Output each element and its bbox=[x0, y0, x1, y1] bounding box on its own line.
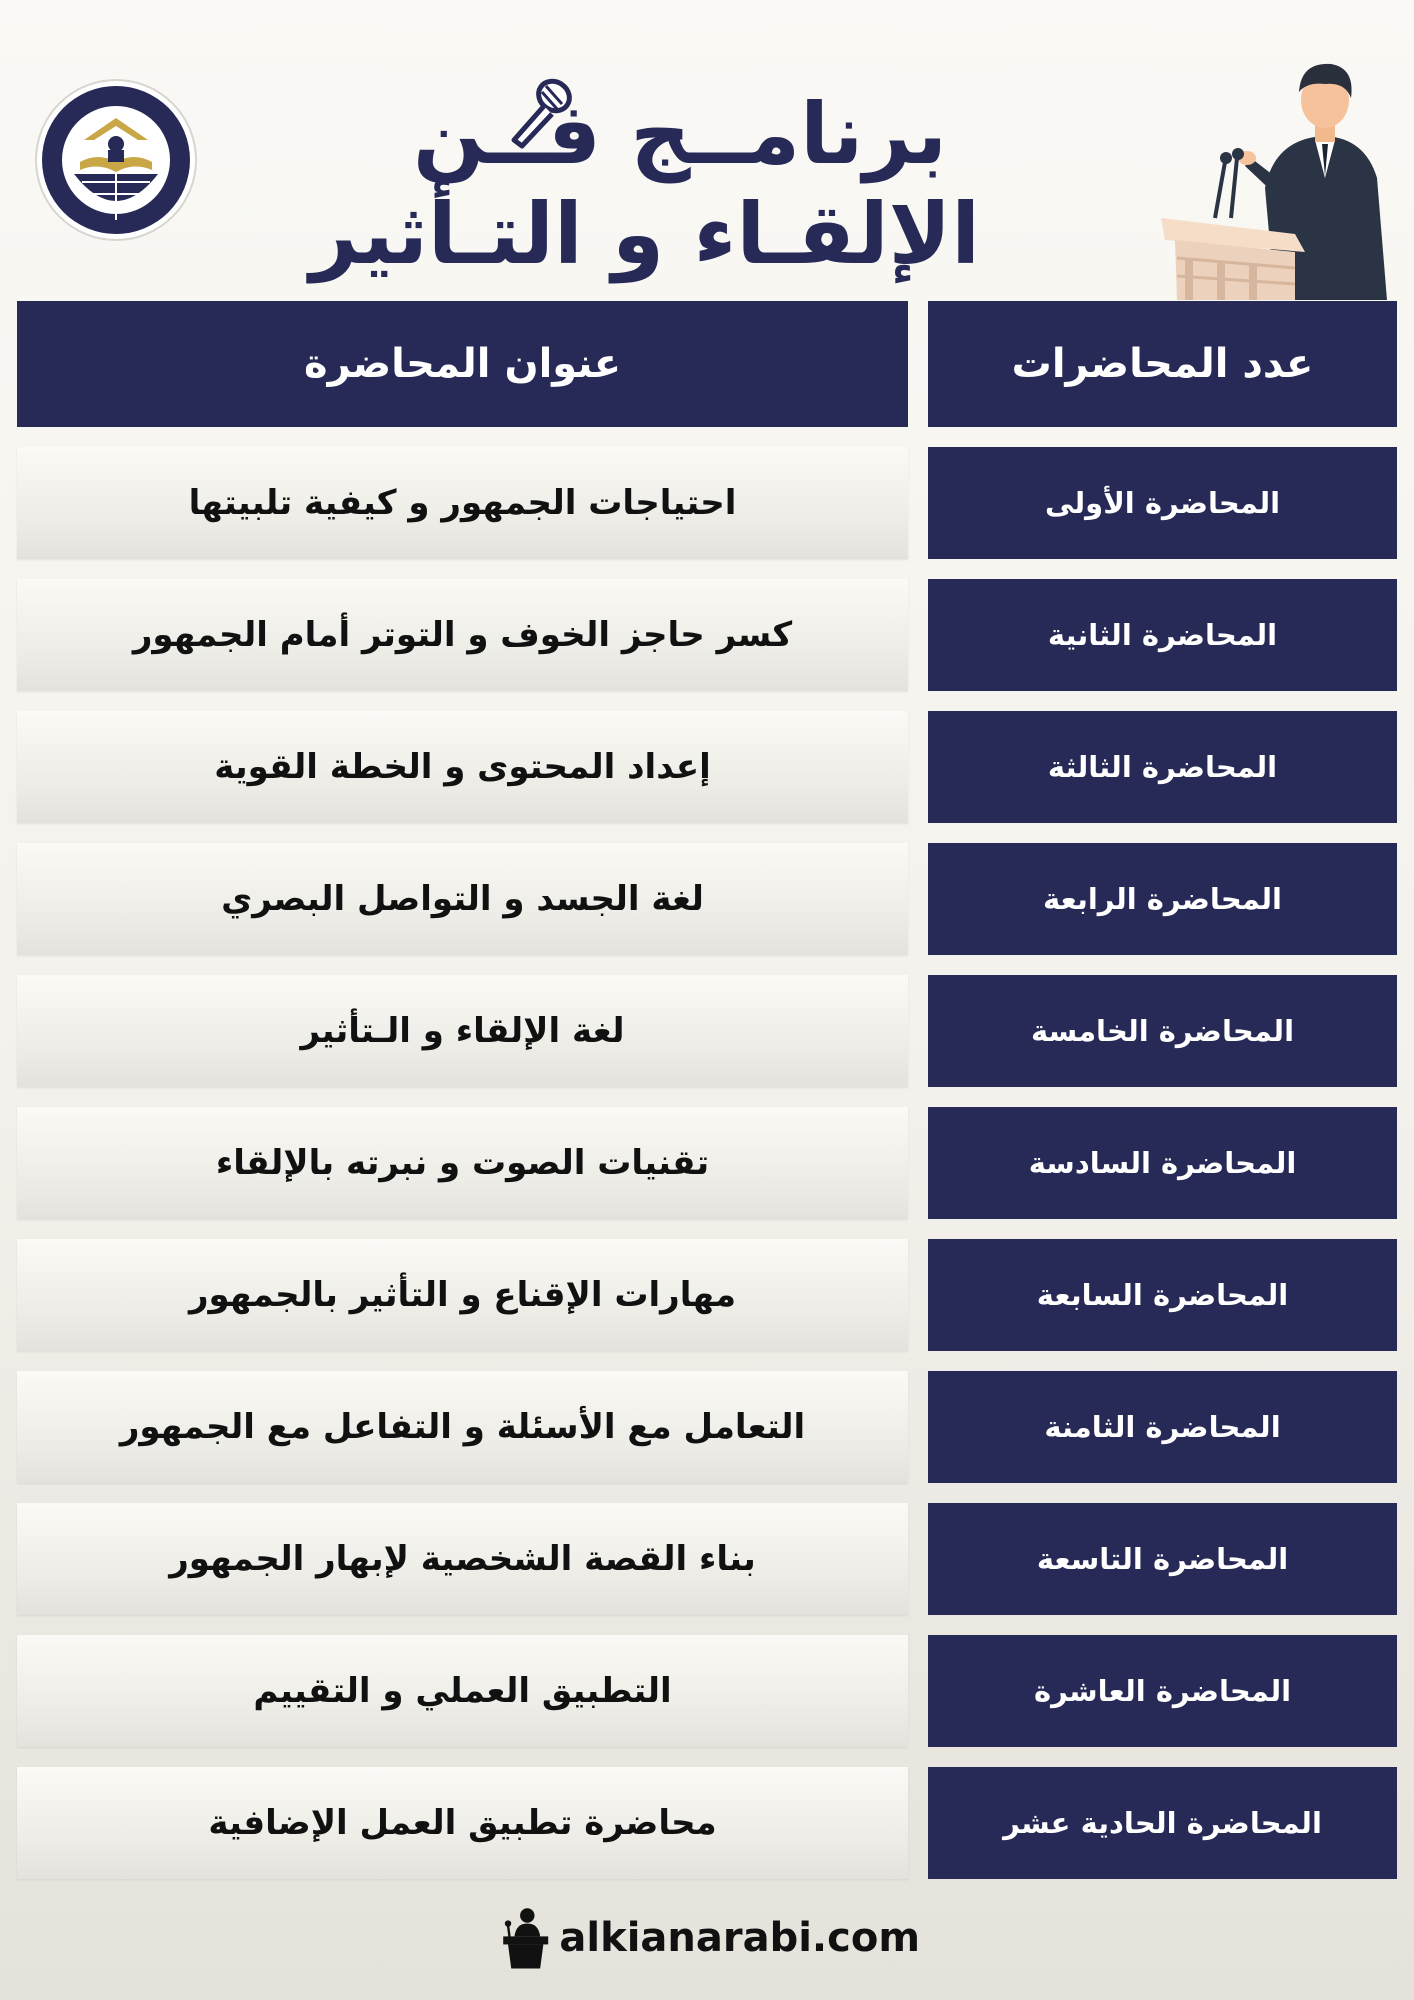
lecture-title: محاضرة تطبيق العمل الإضافية bbox=[17, 1767, 908, 1879]
logo-seal-icon bbox=[34, 78, 198, 242]
title-line-2: الإلقـاء و التـأثير bbox=[309, 185, 980, 283]
lecture-title: إعداد المحتوى و الخطة القوية bbox=[17, 711, 908, 823]
lecture-title: لغة الإلقاء و الـتأثير bbox=[17, 975, 908, 1087]
lecture-number: المحاضرة الخامسة bbox=[928, 975, 1397, 1087]
organization-logo bbox=[34, 78, 198, 242]
lecture-title: تقنيات الصوت و نبرته بالإلقاء bbox=[17, 1107, 908, 1219]
lecture-number: المحاضرة الرابعة bbox=[928, 843, 1397, 955]
header-lecture-title: عنوان المحاضرة bbox=[17, 301, 908, 427]
lecture-title: احتياجات الجمهور و كيفية تلبيتها bbox=[17, 447, 908, 559]
lecture-number: المحاضرة التاسعة bbox=[928, 1503, 1397, 1615]
lecture-number: المحاضرة الثانية bbox=[928, 579, 1397, 691]
header-lecture-count: عدد المحاضرات bbox=[928, 301, 1397, 427]
lecture-title: لغة الجسد و التواصل البصري bbox=[17, 843, 908, 955]
title-line-1: برنامــج فــن bbox=[412, 85, 948, 183]
lecture-title: مهارات الإقناع و التأثير بالجمهور bbox=[17, 1239, 908, 1351]
lecture-title: كسر حاجز الخوف و التوتر أمام الجمهور bbox=[17, 579, 908, 691]
website-link[interactable]: alkianarabi.com bbox=[559, 1915, 920, 1961]
speaker-at-podium-icon bbox=[1155, 58, 1395, 300]
lecture-number: المحاضرة العاشرة bbox=[928, 1635, 1397, 1747]
lecture-number: المحاضرة السابعة bbox=[928, 1239, 1397, 1351]
lecture-title: التطبيق العملي و التقييم bbox=[17, 1635, 908, 1747]
footer bbox=[500, 1898, 920, 1978]
lecture-number: المحاضرة الحادية عشر bbox=[928, 1767, 1397, 1879]
lecture-number: المحاضرة السادسة bbox=[928, 1107, 1397, 1219]
speaker-podium-icon bbox=[500, 1900, 551, 1976]
lecture-number: المحاضرة الأولى bbox=[928, 447, 1397, 559]
lecture-title: بناء القصة الشخصية لإبهار الجمهور bbox=[17, 1503, 908, 1615]
lecture-number: المحاضرة الثامنة bbox=[928, 1371, 1397, 1483]
lecture-title: التعامل مع الأسئلة و التفاعل مع الجمهور bbox=[17, 1371, 908, 1483]
lecture-number: المحاضرة الثالثة bbox=[928, 711, 1397, 823]
program-title bbox=[309, 84, 980, 294]
